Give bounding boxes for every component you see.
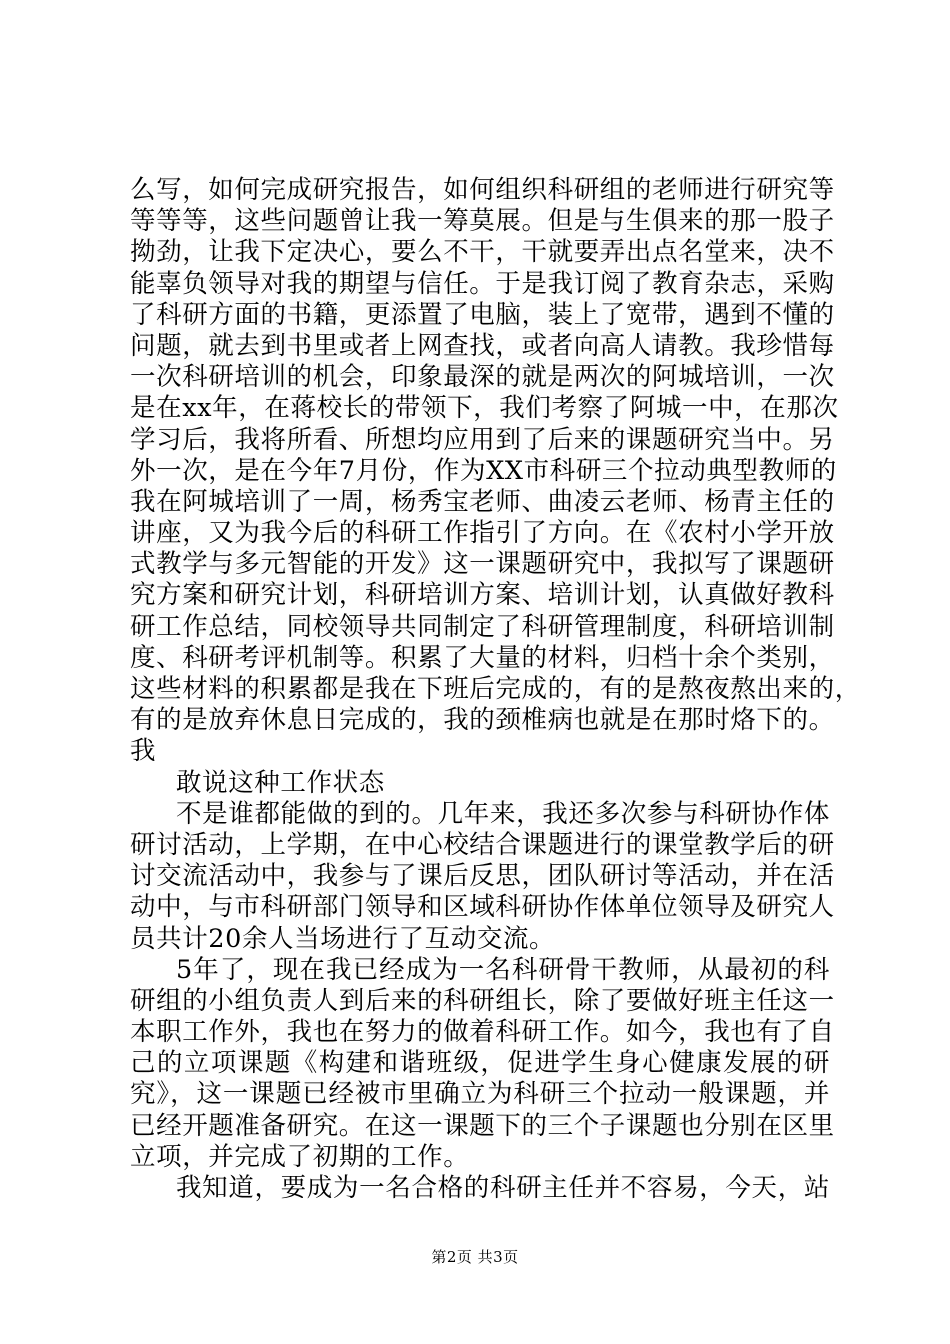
text-line: 我知道，要成为一名合格的科研主任并不容易，今天，站 [176, 1173, 830, 1203]
text-line: 度、科研考评机制等。积累了大量的材料，归档十余个类别， [130, 642, 835, 673]
text-line: 立项，并完成了初期的工作。 [130, 1141, 470, 1172]
text-line: 5年了，现在我已经成为一名科研骨干教师，从最初的科 [176, 954, 830, 985]
text-line: 拗劲，让我下定决心，要么不干，干就要弄出点名堂来，决不 [130, 237, 835, 268]
text-line: 外一次，是在今年7月份，作为XX市科研三个拉动典型教师的 [130, 455, 837, 486]
text-line: 讲座，又为我今后的科研工作指引了方向。在《农村小学开放 [130, 518, 835, 549]
text-line: 讨交流活动中，我参与了课后反思，团队研讨等活动，并在活 [130, 861, 835, 892]
text-line: 已经开题准备研究。在这一课题下的三个子课题也分别在区里 [130, 1110, 835, 1141]
text-line: 这些材料的积累都是我在下班后完成的，有的是熬夜熬出来的， [130, 674, 861, 704]
text-line: 研讨活动，上学期，在中心校结合课题进行的课堂教学后的研 [130, 829, 835, 860]
text-line: 么写，如何完成研究报告，如何组织科研组的老师进行研究等 [130, 175, 835, 205]
page-number-footer: 第2页 共3页 [431, 1248, 519, 1266]
text-line: 有的是放弃休息日完成的，我的颈椎病也就是在那时烙下的。 [130, 705, 835, 736]
text-line: 究》，这一课题已经被市里确立为科研三个拉动一般课题，并 [130, 1079, 830, 1110]
text-line: 我 [130, 736, 157, 767]
text-line: 本职工作外，我也在努力的做着科研工作。如今，我也有了自 [130, 1017, 835, 1048]
text-line: 动中，与市科研部门领导和区域科研协作体单位领导及研究人 [130, 892, 835, 923]
text-line: 问题，就去到书里或者上网查找，或者向高人请教。我珍惜每 [130, 330, 835, 361]
text-line: 是在xx年，在蒋校长的带领下，我们考察了阿城一中，在那次 [130, 393, 839, 424]
text-line: 学习后，我将所看、所想均应用到了后来的课题研究当中。另 [130, 424, 835, 455]
text-line: 己的立项课题《构建和谐班级，促进学生身心健康发展的研 [130, 1048, 830, 1079]
text-line: 一次科研培训的机会，印象最深的就是两次的阿城培训，一次 [130, 362, 835, 393]
text-line: 研工作总结，同校领导共同制定了科研管理制度，科研培训制 [130, 611, 835, 642]
text-line: 研组的小组负责人到后来的科研组长，除了要做好班主任这一 [130, 985, 835, 1016]
text-line: 式教学与多元智能的开发》这一课题研究中，我拟写了课题研 [130, 549, 835, 580]
text-line: 我在阿城培训了一周，杨秀宝老师、曲凌云老师、杨青主任的 [130, 486, 835, 517]
body-text [130, 175, 861, 1204]
text-line: 敢说这种工作状态 [176, 767, 385, 798]
text-line: 究方案和研究计划，科研培训方案、培训计划，认真做好教科 [130, 580, 835, 611]
text-line: 不是谁都能做的到的。几年来，我还多次参与科研协作体 [176, 798, 830, 829]
text-line: 能辜负领导对我的期望与信任。于是我订阅了教育杂志，采购 [130, 268, 835, 299]
text-line: 了科研方面的书籍，更添置了电脑，装上了宽带，遇到不懂的 [130, 299, 835, 330]
text-line: 等等等，这些问题曾让我一筹莫展。但是与生俱来的那一股子 [130, 206, 835, 237]
text-line: 员共计20余人当场进行了互动交流。 [130, 923, 556, 954]
